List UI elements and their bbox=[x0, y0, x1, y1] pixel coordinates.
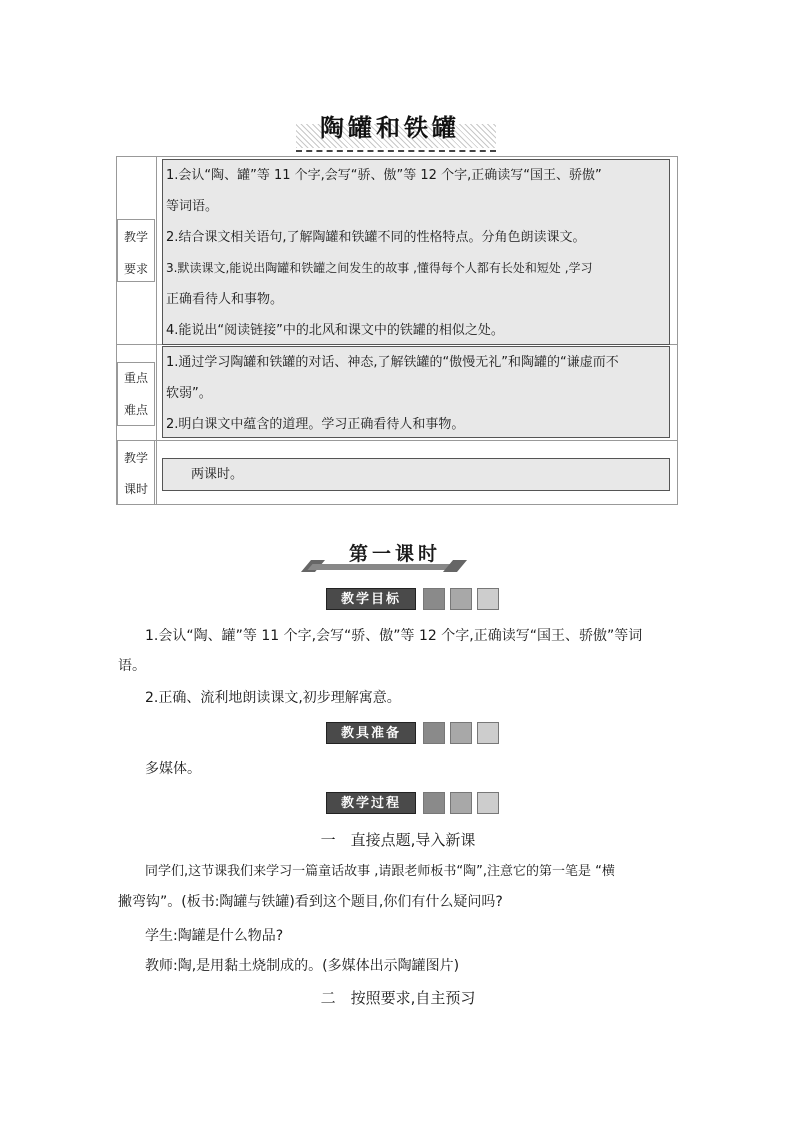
row3-label-line1: 教学 bbox=[123, 451, 148, 465]
lesson-title: 第一课时 bbox=[348, 543, 441, 565]
section-tag-tools: 教具准备 bbox=[326, 722, 416, 744]
title-dashed-underline bbox=[296, 150, 496, 152]
tag-square-decoration bbox=[477, 588, 499, 610]
tag-square-decoration bbox=[450, 792, 472, 814]
tag-square-decoration bbox=[423, 588, 445, 610]
section-tag-objectives: 教学目标 bbox=[326, 588, 416, 610]
row3-label-line2: 课时 bbox=[123, 482, 148, 496]
requirement-line: 2.结合课文相关语句,了解陶罐和铁罐不同的性格特点。分角色朗读课文。 bbox=[166, 230, 586, 245]
process-heading-1: 一 直接点题,导入新课 bbox=[320, 831, 476, 849]
process-paragraph-line-1: 同学们,这节课我们来学习一篇童话故事 ,请跟老师板书“陶”,注意它的第一笔是 “横 bbox=[145, 864, 615, 879]
key-point-line: 1.通过学习陶罐和铁罐的对话、神态,了解铁罐的“傲慢无礼”和陶罐的“谦虚而不 bbox=[166, 355, 619, 370]
tag-square-decoration bbox=[477, 792, 499, 814]
table-row-divider bbox=[116, 440, 678, 441]
row1-label-line1: 教学 bbox=[123, 230, 148, 244]
student-line: 学生:陶罐是什么物品? bbox=[145, 928, 284, 944]
objective-line-2: 2.正确、流利地朗读课文,初步理解寓意。 bbox=[145, 690, 401, 706]
requirement-line: 正确看待人和事物。 bbox=[166, 292, 284, 307]
tag-square-decoration bbox=[423, 722, 445, 744]
process-heading-2: 二 按照要求,自主预习 bbox=[320, 989, 476, 1007]
requirement-line: 3.默读课文,能说出陶罐和铁罐之间发生的故事 ,懂得每个人都有长处和短处 ,学习 bbox=[166, 261, 593, 275]
requirement-line: 1.会认“陶、罐”等 11 个字,会写“骄、傲”等 12 个字,正确读写“国王、骄傲” bbox=[166, 168, 602, 183]
key-points-box bbox=[162, 346, 670, 438]
teaching-requirements-box bbox=[162, 159, 670, 345]
row1-label-line2: 要求 bbox=[123, 262, 148, 276]
process-paragraph-line-2: 撇弯钩”。(板书:陶罐与铁罐)看到这个题目,你们有什么疑问吗? bbox=[118, 894, 503, 910]
key-point-line: 2.明白课文中蕴含的道理。学习正确看待人和事物。 bbox=[166, 417, 465, 432]
requirement-line: 4.能说出“阅读链接”中的北风和课文中的铁罐的相似之处。 bbox=[166, 323, 504, 338]
section-tag-process: 教学过程 bbox=[326, 792, 416, 814]
tag-square-decoration bbox=[450, 588, 472, 610]
table-column-divider bbox=[156, 156, 157, 505]
tag-square-decoration bbox=[450, 722, 472, 744]
tag-square-decoration bbox=[477, 722, 499, 744]
row2-label-line1: 重点 bbox=[123, 371, 148, 385]
teacher-line: 教师:陶,是用黏土烧制成的。(多媒体出示陶罐图片) bbox=[145, 958, 460, 974]
objective-line-1b: 语。 bbox=[118, 658, 146, 674]
key-point-line: 软弱”。 bbox=[166, 386, 212, 401]
objective-line-1a: 1.会认“陶、罐”等 11 个字,会写“骄、傲”等 12 个字,正确读写“国王、骄傲”等词 bbox=[145, 628, 643, 644]
requirement-line: 等词语。 bbox=[166, 199, 219, 214]
tools-line: 多媒体。 bbox=[145, 761, 201, 777]
page-title: 陶罐和铁罐 bbox=[320, 114, 460, 142]
tag-square-decoration bbox=[423, 792, 445, 814]
row2-label-line2: 难点 bbox=[123, 403, 148, 417]
class-hours-box: 两课时。 bbox=[162, 458, 670, 491]
